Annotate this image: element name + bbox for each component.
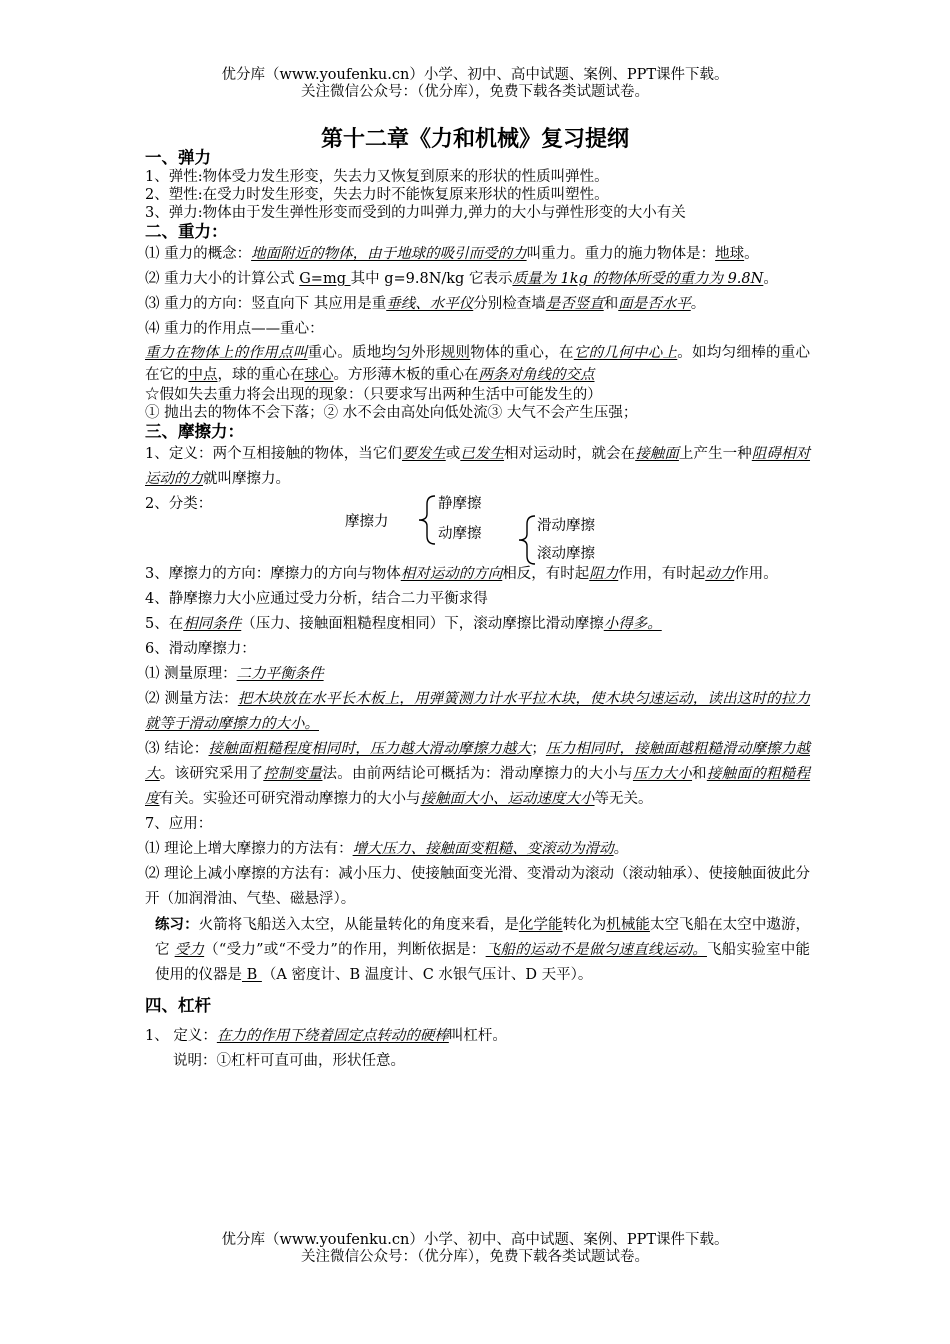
document-body — [145, 148, 810, 1074]
decrease-friction: ⑵ 理论上减小摩擦的方法有：减小压力、使接触面变光滑、变滑动为滚动（滚动轴承）、使接触面彼此分开（加润滑油、气垫、磁悬浮）。 — [145, 866, 810, 907]
increase-friction: ⑴ 理论上增大摩擦力的方法有：增大压力、接触面变粗糙、变滚动为滑动。 — [145, 841, 629, 857]
section-heading-lever: 四、杠杆 — [145, 996, 211, 1015]
elastic-line-3: 3、弹力:物体由于发生弹性形变而受到的力叫弹力,弹力的大小与弹性形变的大小有关 — [145, 205, 686, 221]
measure-method: ⑵ 测量方法：把木块放在水平长木板上，用弹簧测力计水平拉木块，使木块匀速运动，读出这时的拉力就等于滑动摩擦力的大小。 — [145, 691, 811, 732]
footer-line-2: 关注微信公众号：（优分库），免费下载各类试题试卷。 — [301, 1249, 649, 1265]
class-root: 摩擦力 — [345, 514, 389, 530]
elastic-line-2: 2、塑性:在受力时发生形变，失去力时不能恢复原来形状的性质叫塑性。 — [145, 187, 609, 203]
lever-definition: 1、 定义：在力的作用下绕着固定点转动的硬棒叫杠杆。 — [145, 1028, 507, 1044]
header-line-2: 关注微信公众号：（优分库），免费下载各类试题试卷。 — [301, 84, 649, 100]
no-gravity-note: ☆假如失去重力将会出现的现象：（只要求写出两种生活中可能发生的） — [145, 387, 602, 403]
class-dynamic: 动摩擦 — [438, 526, 482, 542]
section-heading-gravity: 二、重力： — [145, 222, 228, 241]
gravity-point-title: ⑷ 重力的作用点——重心： — [145, 321, 324, 337]
measure-principle: ⑴ 测量原理：二力平衡条件 — [145, 666, 324, 682]
class-static: 静摩擦 — [438, 496, 482, 512]
page-header — [0, 67, 950, 101]
no-gravity-effects: ① 抛出去的物体不会下落；② 水不会由高处向低处流③ 大气不会产生压强； — [145, 405, 638, 421]
exercise: 练习：火箭将飞船送入太空，从能量转化的角度来看，是化学能转化为机械能太空飞船在太空中遨游，它 受力（“受力”或“不受力”的作用，判断依据是：飞船的运动不是做匀速直线运动。飞船实验室中能使用的仪器是 B （A 密度计、B 温度计、C 水银气压计、D 天平）。 — [155, 916, 811, 983]
rolling-vs-sliding: 5、在相同条件（压力、接触面粗糙程度相同）下，滚动摩擦比滑动摩擦小得多。 — [145, 616, 662, 632]
class-rolling: 滚动摩擦 — [537, 546, 595, 562]
class-sliding: 滑动摩擦 — [537, 518, 595, 534]
friction-definition: 1、定义：两个互相接触的物体，当它们要发生或已发生相对运动时，就会在接触面上产生一种阻碍相对运动的力就叫摩擦力。 — [145, 446, 811, 487]
section-heading-friction: 三、摩擦力： — [145, 422, 244, 441]
friction-conclusion: ⑶ 结论：接触面粗糙程度相同时，压力越大滑动摩擦力越大；压力相同时，接触面越粗糙滑动摩擦力越大。该研究采用了控制变量法。由前两结论可概括为：滑动摩擦力的大小与压力大小和接触面的粗糙程度有关。实验还可研究滑动摩擦力的大小与接触面大小、运动速度大小等无关。 — [145, 741, 811, 807]
elastic-line-1: 1、弹性:物体受力发生形变，失去力又恢复到原来的形状的性质叫弹性。 — [145, 169, 609, 185]
page-footer — [0, 1232, 950, 1266]
section-heading-elastic: 一、弹力 — [145, 148, 211, 167]
classification-label: 2、分类： — [145, 496, 213, 512]
gravity-concept: ⑴ 重力的概念：地面附近的物体，由于地球的吸引而受的力叫重力。重力的施力物体是：地球。 — [145, 246, 759, 262]
static-friction-note: 4、静摩擦力大小应通过受力分析，结合二力平衡求得 — [145, 591, 488, 607]
footer-line-1: 优分库（www.youfenku.cn）小学、初中、高中试题、案例、PPT课件下载。 — [221, 1232, 729, 1248]
document-title: 第十二章《力和机械》复习提纲 — [320, 127, 629, 152]
sliding-friction-title: 6、滑动摩擦力： — [145, 641, 256, 657]
friction-classification — [145, 492, 810, 562]
gravity-center: 重力在物体上的作用点叫重心。质地均匀外形规则物体的重心，在它的几何中心上。如均匀细棒的重心在它的中点，球的重心在球心。方形薄木板的重心在两条对角线的交点 — [145, 345, 811, 383]
header-line-1: 优分库（www.youfenku.cn）小学、初中、高中试题、案例、PPT课件下载。 — [221, 67, 729, 83]
application-title: 7、应用： — [145, 816, 213, 832]
gravity-formula: ⑵ 重力大小的计算公式 G=mg 其中 g=9.8N/kg 它表示质量为 1kg 的物体所受的重力为 9.8N。 — [145, 271, 778, 287]
friction-direction: 3、摩擦力的方向：摩擦力的方向与物体相对运动的方向相反，有时起阻力作用，有时起动力作用。 — [145, 566, 778, 582]
gravity-direction: ⑶ 重力的方向：竖直向下 其应用是重垂线、水平仪分别检查墙是否竖直和面是否水平。 — [145, 296, 706, 312]
lever-note: 说明：①杠杆可直可曲，形状任意。 — [173, 1053, 405, 1069]
